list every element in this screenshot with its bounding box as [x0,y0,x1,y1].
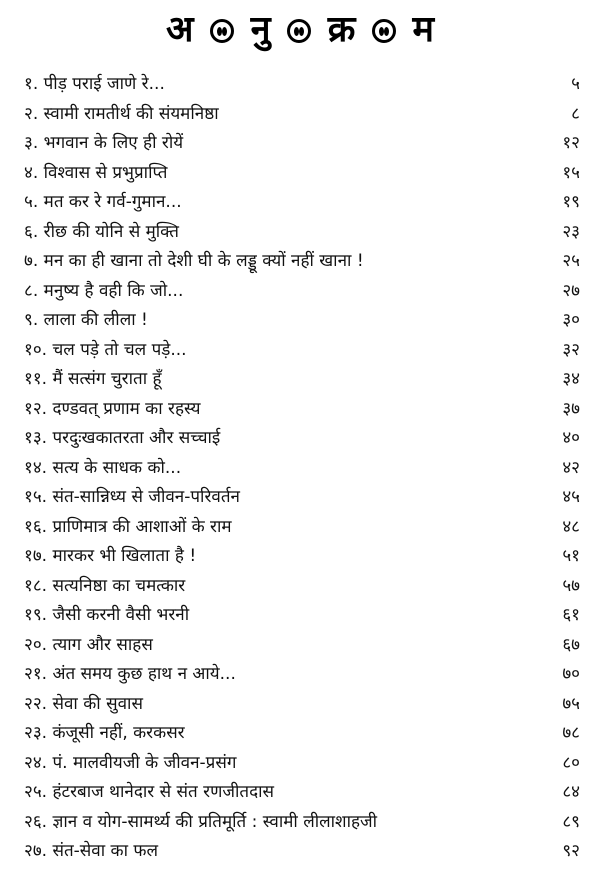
toc-entry-page: ३२ [562,339,580,360]
toc-entry-title: ८. मनुष्य है वही कि जो... [24,280,184,301]
page-title [0,4,600,56]
toc-entry-page: ८० [562,752,580,773]
toc-entry-page: ४८ [562,516,580,537]
toc-entry[interactable] [24,424,580,454]
toc-entry-page: ४२ [562,457,580,478]
toc-entry-page: १२ [562,133,580,153]
toc-entry-title: १४. सत्य के साधक को... [24,457,182,478]
toc-entry-page: ३० [562,310,580,330]
toc-entry[interactable] [24,277,580,307]
toc-entry-title: १६. प्राणिमात्र की आशाओं के राम [24,516,232,537]
toc-entry[interactable] [24,572,580,602]
toc-entry-title: ६. रीछ की योनि से मुक्ति [24,221,179,242]
toc-entry-page: ८९ [562,811,580,832]
toc-entry-page: २५ [562,251,580,271]
toc-entry-page: ८ [571,103,580,124]
toc-entry[interactable] [24,778,580,808]
toc-entry-title: २२. सेवा की सुवास [24,693,143,714]
toc-entry-title: १३. परदुःखकातरता और सच्चाई [24,428,221,448]
toc-entry-page: २३ [562,221,580,242]
toc-entry-page: २७ [562,280,580,301]
toc-entry-page: ७८ [562,723,580,743]
toc-entry-title: १९. जैसी करनी वैसी भरनी [24,605,190,625]
title-letter-kra: क्र [327,9,356,50]
toc-entry-title: १०. चल पड़े तो चल पड़े... [24,339,187,360]
toc-entry-title: १५. संत-सान्निध्य से जीवन-परिवर्तन [24,487,240,507]
toc-entry-title: २७. संत-सेवा का फल [24,841,159,861]
toc-entry-page: ३७ [562,398,580,419]
toc-entry-title: २१. अंत समय कुछ हाथ न आये... [24,664,236,684]
toc-entry[interactable] [24,749,580,779]
toc-entry[interactable] [24,336,580,366]
toc-entry[interactable] [24,808,580,838]
title-letter-ma: म [412,9,434,50]
toc-entry-title: १७. मारकर भी खिलाता है ! [24,546,197,566]
toc-entry[interactable] [24,365,580,395]
title-letter-a: अ [166,9,194,50]
toc-entry-page: ५१ [562,546,580,566]
toc-entry[interactable] [24,601,580,631]
toc-entry[interactable] [24,70,580,100]
toc-entry[interactable] [24,306,580,336]
toc-entry[interactable] [24,483,580,513]
toc-entry-title: ५. मत कर रे गर्व-गुमान... [24,192,182,212]
toc-entry-page: ३४ [562,369,580,389]
toc-entry-title: ७. मन का ही खाना तो देशी घी के लड्डू क्यों नहीं खाना ! [24,251,364,271]
title-letter-nu: नु [250,9,271,50]
toc-entry-page: ६१ [562,605,580,625]
toc-entry[interactable] [24,837,580,867]
toc-entry-page: ६७ [562,634,580,655]
toc-entry[interactable] [24,218,580,248]
toc-entry[interactable] [24,542,580,572]
toc-entry[interactable] [24,454,580,484]
toc-entry[interactable] [24,188,580,218]
toc-entry-page: १५ [562,162,580,183]
toc-entry[interactable] [24,129,580,159]
toc-entry-title: ४. विश्वास से प्रभुप्राप्ति [24,162,168,183]
toc-entry[interactable] [24,395,580,425]
toc-entry[interactable] [24,159,580,189]
toc-entry-title: १८. सत्यनिष्ठा का चमत्कार [24,575,186,596]
toc-entry-page: ४० [562,428,580,448]
toc-entry-page: ७० [562,664,580,684]
toc-entry-title: २४. पं. मालवीयजी के जीवन-प्रसंग [24,752,237,773]
paisley-ornament-icon [372,19,396,43]
table-of-contents [24,70,580,867]
toc-entry[interactable] [24,690,580,720]
toc-entry[interactable] [24,719,580,749]
toc-entry[interactable] [24,513,580,543]
toc-entry[interactable] [24,100,580,130]
toc-entry-title: १२. दण्डवत् प्रणाम का रहस्य [24,398,201,419]
toc-entry[interactable] [24,660,580,690]
toc-entry-title: २०. त्याग और साहस [24,634,153,655]
toc-entry-title: २६. ज्ञान व योग-सामर्थ्य की प्रतिमूर्ति : स्वामी लीलाशाहजी [24,811,378,832]
toc-entry-title: ९. लाला की लीला ! [24,310,148,330]
toc-entry-page: ८४ [562,782,580,802]
toc-entry-page: ७५ [562,693,580,714]
toc-entry-title: २३. कंजूसी नहीं, करकसर [24,723,185,743]
toc-entry-title: २५. हंटरबाज थानेदार से संत रणजीतदास [24,782,275,802]
toc-entry[interactable] [24,631,580,661]
toc-entry-page: ५ [571,74,580,94]
toc-entry-title: ११. मैं सत्संग चुराता हूँ [24,369,162,389]
toc-entry-title: ३. भगवान के लिए ही रोयें [24,133,184,153]
toc-entry-title: १. पीड़ पराई जाणे रे... [24,74,165,94]
toc-entry-page: ९२ [562,841,580,861]
paisley-ornament-icon [210,19,234,43]
paisley-ornament-icon [287,19,311,43]
toc-entry-page: १९ [562,192,580,212]
toc-entry[interactable] [24,247,580,277]
toc-entry-page: ४५ [562,487,580,507]
toc-entry-page: ५७ [562,575,580,596]
toc-entry-title: २. स्वामी रामतीर्थ की संयमनिष्ठा [24,103,219,124]
